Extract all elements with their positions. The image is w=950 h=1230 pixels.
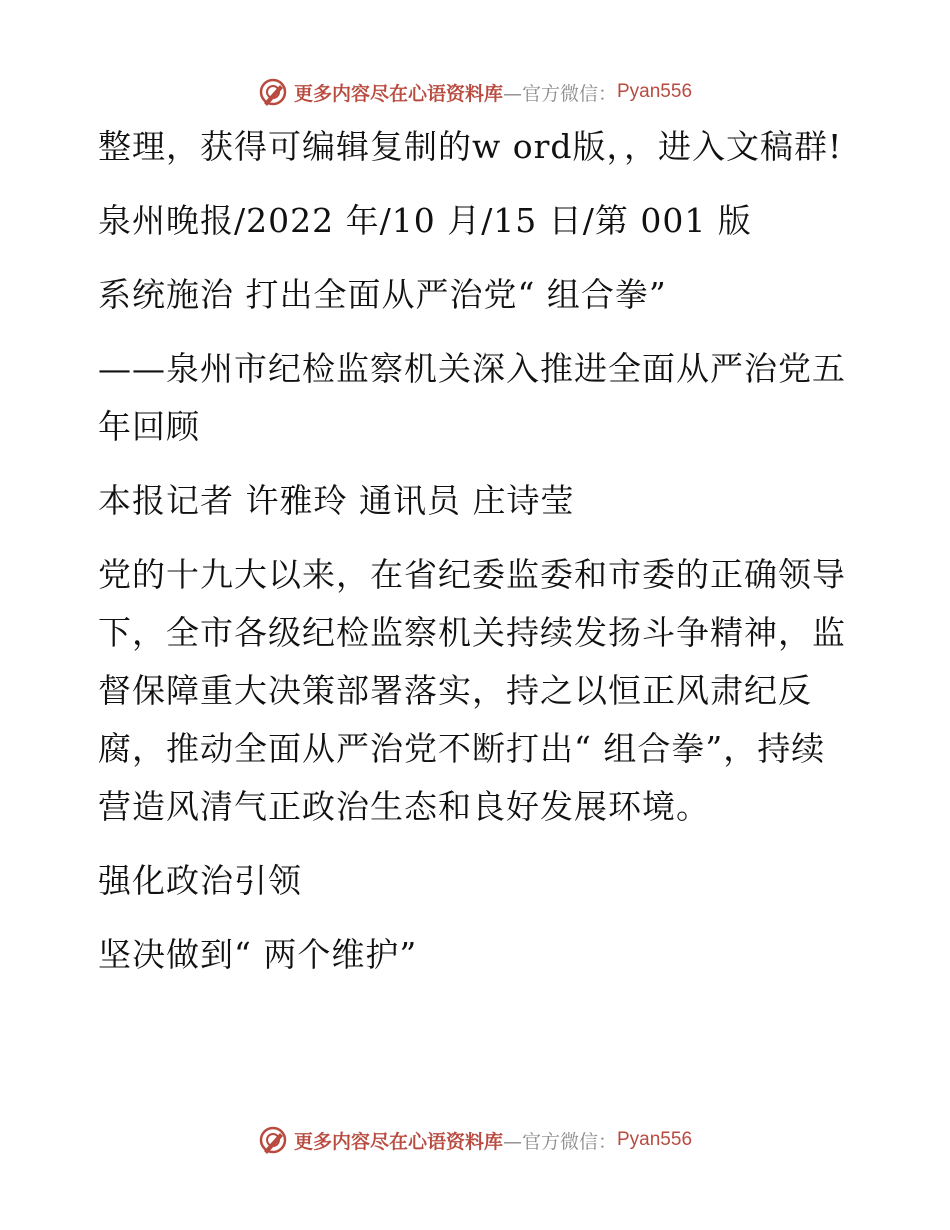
source-line: 泉州晚报/2022 年/10 月/15 日/第 001 版	[98, 201, 752, 240]
header-watermark-banner	[0, 72, 950, 112]
article-subtitle: ——泉州市纪检监察机关深入推进全面从严治党五年回顾	[98, 349, 846, 446]
document-body	[98, 118, 858, 1000]
section-heading: 强化政治引领	[98, 861, 302, 900]
banner-text-wechat-label: —官方微信：	[502, 82, 617, 105]
pen-logo-icon	[258, 1125, 288, 1155]
byline: 本报记者 许雅玲 通讯员 庄诗莹	[98, 481, 575, 520]
banner-text-library: 更多内容尽在心语资料库	[293, 1130, 503, 1153]
pen-logo-icon	[258, 77, 288, 107]
footer-watermark-banner	[0, 1120, 950, 1160]
intro-paragraph: 整理，获得可编辑复制的w ord版，，进入文稿群!	[98, 127, 843, 166]
article-title: 系统施治 打出全面从严治党“ 组合拳”	[98, 275, 667, 314]
banner-text-wechat-label: —官方微信：	[502, 1130, 617, 1153]
section-subheading: 坚决做到“ 两个维护”	[98, 935, 418, 974]
banner-text-wechat-id: Pyan556	[617, 1129, 693, 1150]
body-paragraph: 党的十九大以来，在省纪委监委和市委的正确领导下，全市各级纪检监察机关持续发扬斗争精神，监督保障重大决策部署落实，持之以恒正风肃纪反腐，推动全面从严治党不断打出“ 组合拳”，持续营造风清气正政治生态和良好发展环境。	[98, 555, 846, 826]
banner-text-library: 更多内容尽在心语资料库	[293, 82, 503, 105]
banner-text-wechat-id: Pyan556	[617, 81, 693, 102]
